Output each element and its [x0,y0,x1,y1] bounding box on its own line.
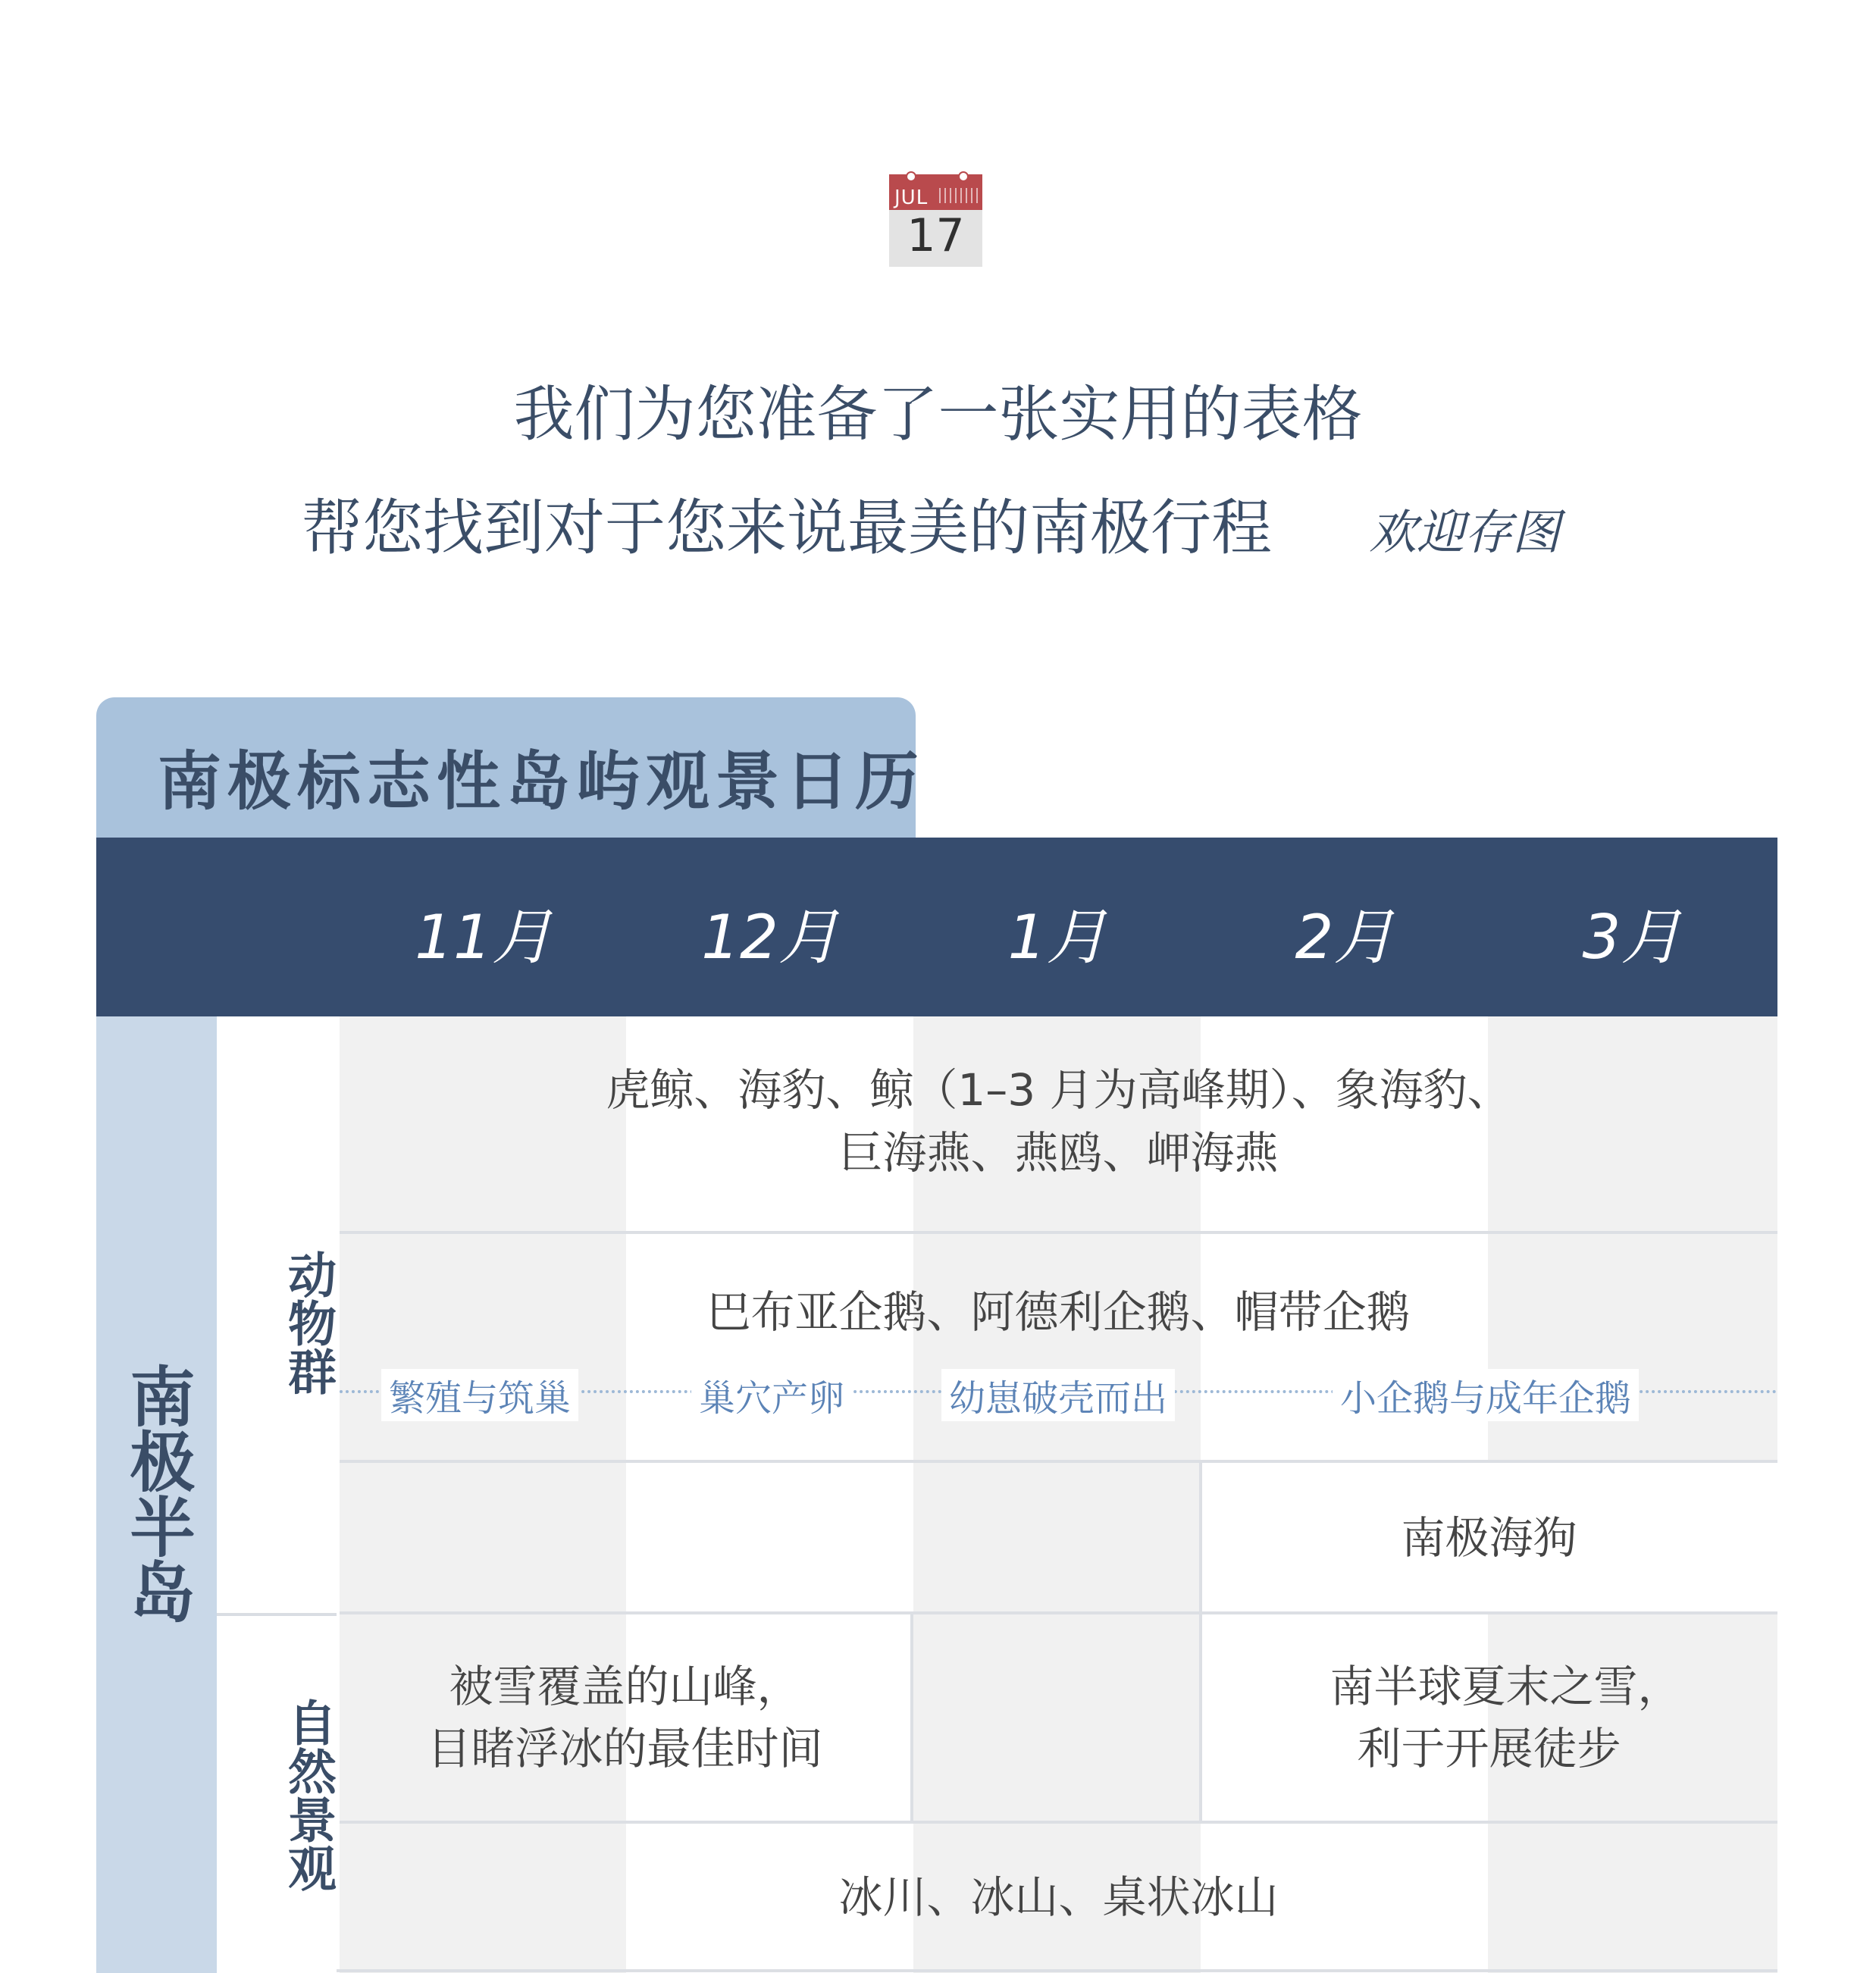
table-title: 南极标志性岛屿观景日历 [158,744,925,819]
calendar-icon-day: 17 [907,209,965,262]
row-divider-5 [337,1969,1777,1972]
penguin-species: 巴布亚企鹅、阿德利企鹅、帽带企鹅 [706,1286,1411,1338]
month-header-jan: 1月 [1007,902,1107,972]
category-scenery: 自然景观 [280,1698,336,1892]
penguin-stage-2: 巢穴产卵 [691,1369,852,1421]
month-header-nov: 11月 [415,902,553,972]
month-header-feb: 2月 [1295,902,1395,972]
scenery-late-line-1: 南半球夏末之雪， [1329,1661,1682,1712]
calendar-icon-decoration [939,188,979,203]
penguin-stage-3: 幼崽破壳而出 [941,1369,1175,1421]
scenery-late-line-2: 利于开展徒步 [1357,1723,1621,1774]
row-divider-4 [340,1821,1777,1824]
row-divider-3 [340,1611,1777,1614]
fauna-marine-line-2: 巨海燕、燕鸥、岬海燕 [838,1127,1279,1179]
scenery-divider-1 [910,1614,913,1821]
month-header-dec: 12月 [701,902,839,972]
scenery-ice: 冰川、冰山、桌状冰山 [838,1871,1279,1923]
penguin-stage-1: 繁殖与筑巢 [381,1369,578,1421]
row-divider-1 [340,1231,1777,1234]
headline-line-1: 我们为您准备了一张实用的表格 [513,379,1363,449]
calendar-ring-right [958,171,969,182]
category-separator [217,1613,337,1616]
scenery-early-line-2: 目睹浮冰的最佳时间 [427,1723,823,1774]
headline-line-2: 帮您找到对于您来说最美的南极行程 [302,493,1272,563]
calendar-icon [889,174,982,267]
month-header-mar: 3月 [1582,902,1682,972]
penguin-stage-4: 小企鹅与成年企鹅 [1333,1369,1639,1421]
calendar-icon-month: JUL [894,186,929,209]
fauna-marine-line-1: 虎鲸、海豹、鲸（1–3 月为高峰期）、象海豹、 [606,1064,1511,1116]
fur-seal-label: 南极海狗 [1401,1512,1577,1564]
category-fauna: 动物群 [280,1250,336,1395]
calendar-ring-left [906,171,916,182]
save-image-note: 欢迎存图 [1369,505,1560,560]
scenery-early-line-1: 被雪覆盖的山峰， [449,1661,801,1712]
region-label: 南极半岛 [118,1363,195,1624]
